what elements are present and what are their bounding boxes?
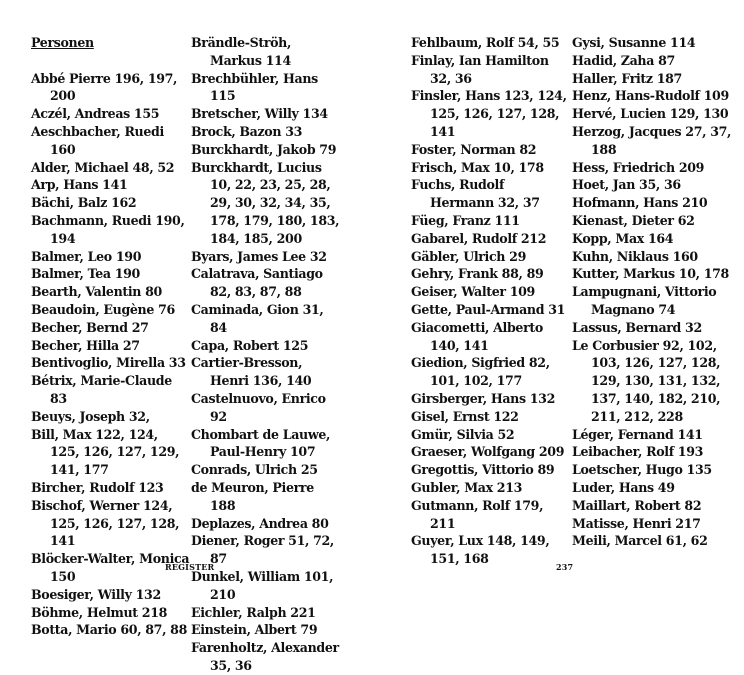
index-entry: Conrads, Ulrich 25 bbox=[191, 462, 318, 478]
index-entry: Aeschbacher, Ruedi 160 bbox=[31, 123, 164, 157]
index-entry: Giacometti, Alberto 140, 141 bbox=[411, 319, 543, 353]
index-entry: Lassus, Bernard 32 bbox=[572, 319, 702, 335]
index-entry: Gutmann, Rolf 179, 211 bbox=[411, 497, 544, 531]
index-entry: Boesiger, Willy 132 bbox=[31, 586, 161, 602]
index-entry: Einstein, Albert 79 bbox=[191, 622, 318, 638]
index-entry: Fehlbaum, Rolf 54, 55 bbox=[411, 35, 560, 50]
index-entry: Graeser, Wolfgang 209 bbox=[411, 444, 565, 460]
index-entry: Hadid, Zaha 87 bbox=[572, 52, 675, 68]
index-entry: Gisel, Ernst 122 bbox=[411, 408, 519, 424]
index-entry: Eichler, Ralph 221 bbox=[191, 604, 316, 620]
index-entry: Bétrix, Marie-Claude 83 bbox=[31, 373, 172, 406]
index-entry: Castelnuovo, Enrico 92 bbox=[191, 390, 326, 424]
index-entry: Brändle-Ströh, Markus 114 bbox=[191, 35, 292, 68]
index-entry: Byars, James Lee 32 bbox=[191, 248, 327, 264]
index-entry: Füeg, Franz 111 bbox=[411, 212, 520, 228]
index-entry: Botta, Mario 60, 87, 88 bbox=[31, 622, 187, 638]
section-heading: Personen bbox=[31, 35, 94, 50]
index-entry: Giedion, Sigfried 82, 101, 102, 177 bbox=[411, 355, 550, 389]
index-entry: Deplazes, Andrea 80 bbox=[191, 515, 329, 531]
index-entry: Gäbler, Ulrich 29 bbox=[411, 248, 526, 264]
index-entry: Becher, Hilla 27 bbox=[31, 337, 140, 353]
index-entry: Kopp, Max 164 bbox=[572, 230, 674, 246]
page-number: 237 bbox=[556, 562, 574, 572]
index-entry: Leibacher, Rolf 193 bbox=[572, 444, 704, 460]
index-entry: Gehry, Frank 88, 89 bbox=[411, 266, 544, 282]
index-entry: Geiser, Walter 109 bbox=[411, 284, 535, 300]
index-entry: Bentivoglio, Mirella 33 bbox=[31, 355, 186, 371]
index-entry: de Meuron, Pierre 188 bbox=[191, 479, 314, 513]
index-entry: Beaudoin, Eugène 76 bbox=[31, 301, 175, 317]
index-entry: Beuys, Joseph 32, bbox=[31, 408, 150, 424]
index-entry: Bachmann, Ruedi 190, 194 bbox=[31, 212, 185, 246]
index-entry: Dunkel, William 101, 210 bbox=[191, 568, 334, 602]
index-entry: Haller, Fritz 187 bbox=[572, 70, 682, 86]
index-entry: Bearth, Valentin 80 bbox=[31, 284, 162, 300]
index-entry: Caminada, Gion 31, 84 bbox=[191, 301, 324, 335]
index-entry: Léger, Fernand 141 bbox=[572, 426, 703, 442]
index-entry: Brock, Bazon 33 bbox=[191, 123, 303, 139]
index-entry: Hoet, Jan 35, 36 bbox=[572, 177, 681, 193]
index-entry: Abbé Pierre 196, 197, 200 bbox=[31, 70, 178, 104]
index-entry: Finsler, Hans 123, 124, 125, 126, 127, 128, 141 bbox=[411, 88, 567, 139]
index-entry: Aczél, Andreas 155 bbox=[31, 106, 160, 122]
index-entry: Böhme, Helmut 218 bbox=[31, 604, 168, 620]
index-entry: Hervé, Lucien 129, 130 bbox=[572, 106, 729, 122]
index-entry: Foster, Norman 82 bbox=[411, 141, 537, 157]
index-entry: Guyer, Lux 148, 149, 151, 168 bbox=[411, 533, 550, 567]
index-entry: Kienast, Dieter 62 bbox=[572, 212, 695, 228]
heading-spacer bbox=[31, 52, 191, 70]
index-entry: Kutter, Markus 10, 178 bbox=[572, 266, 729, 282]
index-entry: Bretscher, Willy 134 bbox=[191, 106, 328, 122]
index-entry: Burckhardt, Lucius 10, 22, 23, 25, 28, 29, 30, 32, 34, 35, 178, 179, 180, 183, 184, 185, 200 bbox=[191, 159, 340, 246]
index-entry: Blöcker-Walter, Monica 150 bbox=[31, 551, 190, 584]
index-entry: Meili, Marcel 61, 62 bbox=[572, 533, 708, 549]
index-entry: Fuchs, Rudolf Hermann 32, 37 bbox=[411, 177, 540, 211]
index-entry: Burckhardt, Jakob 79 bbox=[191, 141, 337, 157]
index-entry: Bircher, Rudolf 123 bbox=[31, 479, 164, 495]
index-entry: Bischof, Werner 124, 125, 126, 127, 128, 141 bbox=[31, 497, 180, 549]
index-entry: Kuhn, Niklaus 160 bbox=[572, 248, 698, 264]
index-entry: Gregottis, Vittorio 89 bbox=[411, 462, 555, 478]
index-entry: Maillart, Robert 82 bbox=[572, 497, 702, 513]
index-entry: Cartier-Bresson, Henri 136, 140 bbox=[191, 355, 312, 389]
index-entry: Diener, Roger 51, 72, 87 bbox=[191, 533, 334, 567]
index-entry: Balmer, Leo 190 bbox=[31, 248, 142, 264]
index-entry: Bächi, Balz 162 bbox=[31, 195, 137, 211]
index-entry: Gette, Paul-Armand 31 bbox=[411, 301, 566, 317]
index-column-4 bbox=[572, 34, 738, 550]
index-entry: Finlay, Ian Hamilton 32, 36 bbox=[411, 52, 549, 86]
index-entry: Arp, Hans 141 bbox=[31, 177, 128, 193]
index-entry: Alder, Michael 48, 52 bbox=[31, 159, 175, 175]
index-entry: Hofmann, Hans 210 bbox=[572, 195, 708, 211]
index-entry: Gmür, Silvia 52 bbox=[411, 426, 515, 442]
index-entry: Henz, Hans-Rudolf 109 bbox=[572, 88, 729, 104]
index-entry: Girsberger, Hans 132 bbox=[411, 390, 556, 406]
index-entry: Becher, Bernd 27 bbox=[31, 319, 149, 335]
index-entry: Matisse, Henri 217 bbox=[572, 515, 701, 531]
index-entry: Bill, Max 122, 124, 125, 126, 127, 129, 141, 177 bbox=[31, 426, 180, 478]
index-entry: Gubler, Max 213 bbox=[411, 479, 523, 495]
index-entry: Calatrava, Santiago 82, 83, 87, 88 bbox=[191, 266, 323, 300]
index-entry: Gabarel, Rudolf 212 bbox=[411, 230, 547, 246]
index-entry: Balmer, Tea 190 bbox=[31, 266, 140, 282]
index-entry: Hess, Friedrich 209 bbox=[572, 159, 705, 175]
index-column-1 bbox=[31, 34, 191, 639]
index-column-2 bbox=[191, 34, 341, 675]
index-entry: Lampugnani, Vittorio Magnano 74 bbox=[572, 284, 717, 317]
index-column-3 bbox=[411, 34, 571, 568]
index-entry: Herzog, Jacques 27, 37, 188 bbox=[572, 123, 732, 157]
index-entry: Brechbühler, Hans 115 bbox=[191, 70, 318, 104]
index-entry: Loetscher, Hugo 135 bbox=[572, 462, 712, 478]
index-entry: Frisch, Max 10, 178 bbox=[411, 159, 544, 175]
index-entry: Gysi, Susanne 114 bbox=[572, 35, 696, 50]
index-entry: Le Corbusier 92, 102, 103, 126, 127, 128, 129, 130, 131, 132, 137, 140, 182, 210, 211, 212, 228 bbox=[572, 337, 721, 424]
index-entry: Luder, Hans 49 bbox=[572, 479, 675, 495]
index-entry: Chombart de Lauwe, Paul-Henry 107 bbox=[191, 426, 331, 460]
index-entry: Farenholtz, Alexander 35, 36 bbox=[191, 640, 339, 673]
index-entry: Capa, Robert 125 bbox=[191, 337, 309, 353]
running-footer-title: REGISTER bbox=[165, 562, 215, 572]
